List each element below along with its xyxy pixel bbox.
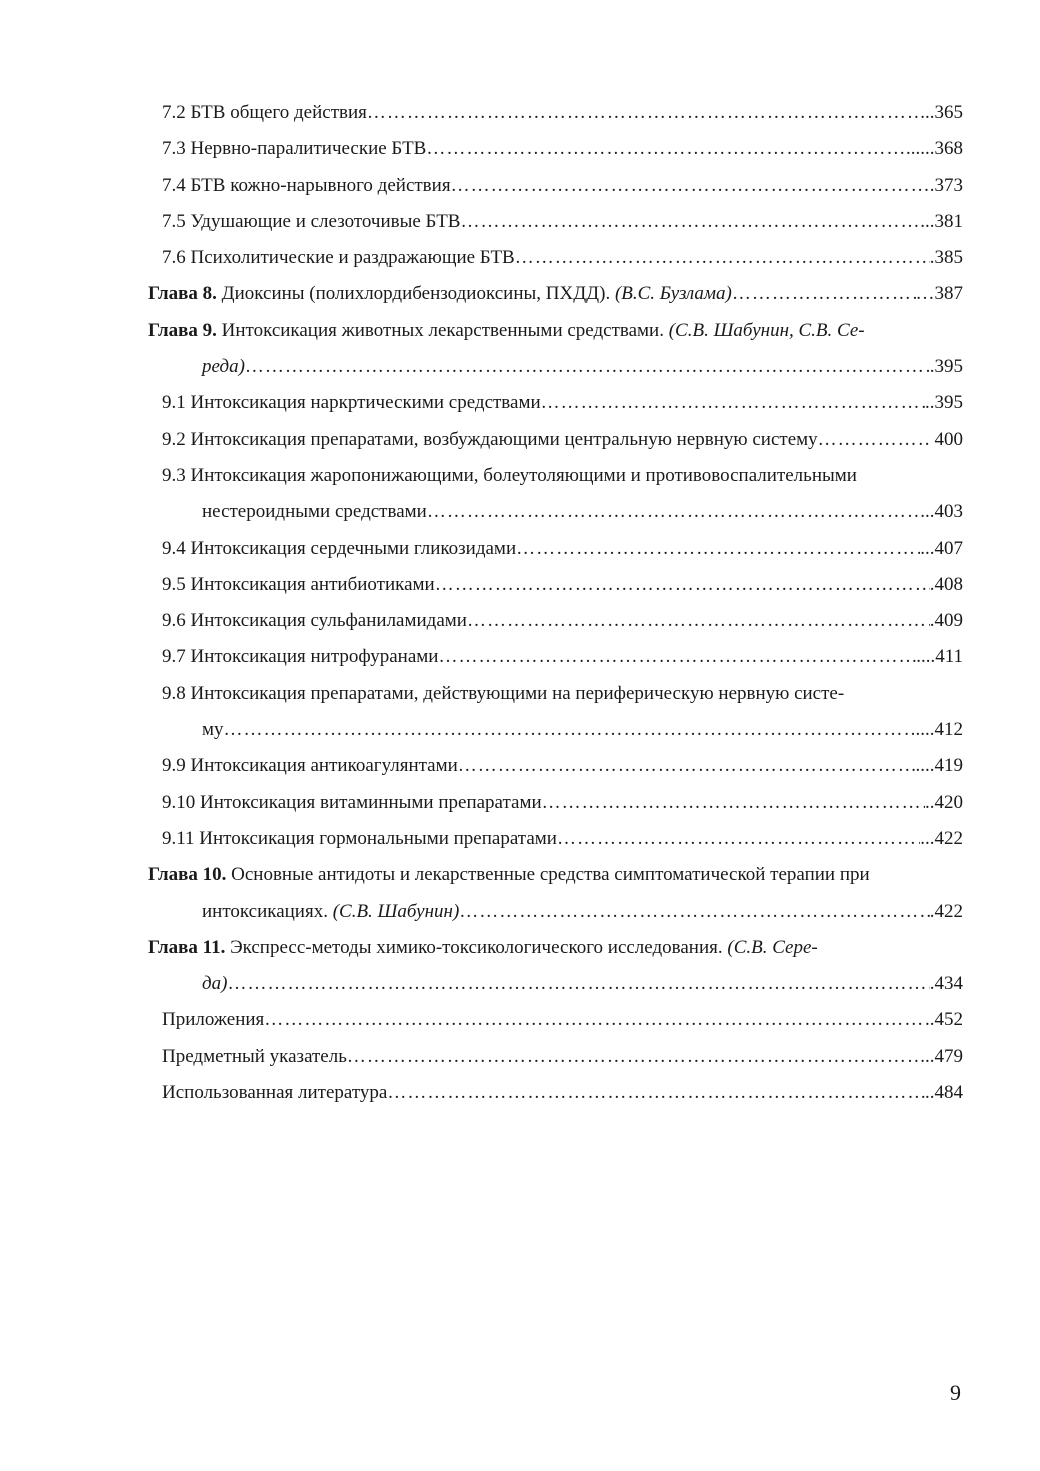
dot-leader <box>542 785 925 821</box>
toc-entry[interactable] <box>148 385 963 421</box>
dot-leader <box>387 1075 925 1111</box>
dot-leader <box>264 1002 929 1038</box>
toc-entry-title: 9.4 Интоксикация сердечными гликозидами <box>162 537 517 559</box>
toc-entry[interactable] <box>148 168 963 204</box>
toc-entry[interactable] <box>148 676 963 712</box>
toc-entry[interactable] <box>148 821 963 857</box>
dot-leader <box>347 1039 920 1075</box>
chapter-authors: (С.В. Шабунин, С.В. Се- <box>668 319 865 341</box>
toc-entry-title: Основные антидоты и лекарственные средства симптоматической терапии при <box>226 864 870 886</box>
toc-entry-page: ...381 <box>920 210 963 232</box>
toc-entry[interactable] <box>148 531 963 567</box>
toc-entry-title: Предметный указатель <box>162 1045 347 1067</box>
toc-entry-title: 7.4 БТВ кожно-нарывного действия <box>162 174 451 196</box>
toc-entry-page: ....419 <box>915 755 963 777</box>
toc-entry-page: ..420 <box>925 791 963 813</box>
dot-leader <box>467 603 930 639</box>
toc-entry-title: 9.10 Интоксикация витаминными препаратами <box>162 791 542 813</box>
toc-chapter-entry[interactable] <box>148 276 963 312</box>
toc-entry-title: 7.5 Удушающие и слезоточивые БТВ <box>162 210 461 232</box>
toc-chapter-entry[interactable] <box>148 313 963 349</box>
toc-chapter-entry[interactable] <box>148 930 963 966</box>
toc-entry-page: ...479 <box>920 1045 963 1067</box>
toc-entry[interactable] <box>148 458 963 494</box>
toc-entry[interactable] <box>148 1075 963 1111</box>
page-number: 9 <box>950 1380 961 1405</box>
chapter-label: Глава 9. <box>148 319 217 341</box>
dot-leader <box>367 95 920 131</box>
toc-entry-title: 9.6 Интоксикация сульфаниламидами <box>162 610 467 632</box>
toc-entry-page: ..484 <box>925 1082 963 1104</box>
toc-entry[interactable] <box>148 1039 963 1075</box>
toc-entry-page: .395 <box>929 356 963 378</box>
dot-leader <box>460 204 920 240</box>
toc-entry[interactable] <box>148 422 963 458</box>
toc-entry-page: ...422 <box>920 827 963 849</box>
toc-entry-title: 9.1 Интоксикация наркртическими средствами <box>162 392 541 414</box>
dot-leader <box>515 240 930 276</box>
dot-leader <box>818 422 930 458</box>
toc-entry-page: .409 <box>929 610 963 632</box>
dot-leader <box>227 966 929 1002</box>
toc-entry[interactable] <box>148 748 963 784</box>
toc-entry-title: 9.7 Интоксикация нитрофуранами <box>162 646 439 668</box>
chapter-authors: да) <box>202 973 228 995</box>
toc-entry-continuation[interactable] <box>148 894 963 930</box>
toc-entry-page: .408 <box>929 573 963 595</box>
chapter-authors: (В.С. Бузлама) <box>614 283 732 305</box>
toc-entry-page: …387 <box>915 283 963 305</box>
toc-chapter-entry[interactable] <box>148 857 963 893</box>
toc-entry-title: Использованная литература <box>162 1082 388 1104</box>
toc-entry-page: ....412 <box>915 719 963 741</box>
dot-leader <box>426 131 906 167</box>
dot-leader <box>451 168 930 204</box>
dot-leader <box>224 712 916 748</box>
toc-entry-continuation[interactable] <box>148 966 963 1002</box>
dot-leader <box>732 276 916 312</box>
toc-entry[interactable] <box>148 1002 963 1038</box>
toc-entry-title: нестероидными средствами <box>202 501 427 523</box>
toc-entry-title: Интоксикация животных лекарственными средствами. <box>216 319 669 341</box>
chapter-label: Глава 10. <box>148 864 227 886</box>
dot-leader <box>438 639 916 675</box>
toc-entry-page: .422 <box>929 900 963 922</box>
toc-entry[interactable] <box>148 204 963 240</box>
toc-entry[interactable] <box>148 240 963 276</box>
table-of-contents <box>148 95 963 1111</box>
toc-entry-title: 9.9 Интоксикация антикоагулянтами <box>162 755 458 777</box>
toc-entry-page: .452 <box>929 1009 963 1031</box>
toc-entry[interactable] <box>148 95 963 131</box>
toc-entry-continuation[interactable] <box>148 349 963 385</box>
toc-entry-title: Экспресс-методы химико-токсикологического исследования. <box>225 936 728 958</box>
toc-entry-title: 9.5 Интоксикация антибиотиками <box>162 573 435 595</box>
toc-entry-page: ....411 <box>916 646 963 668</box>
toc-entry[interactable] <box>148 639 963 675</box>
toc-entry[interactable] <box>148 603 963 639</box>
toc-entry-title: 7.2 БТВ общего действия <box>162 102 367 123</box>
toc-entry-page: ...407 <box>920 537 963 559</box>
chapter-authors: реда) <box>202 356 245 378</box>
toc-entry-page: ..395 <box>925 392 963 414</box>
toc-entry[interactable] <box>148 131 963 167</box>
toc-entry-title: 9.8 Интоксикация препаратами, действующими на периферическую нервную систе- <box>162 682 845 704</box>
dot-leader <box>427 494 920 530</box>
toc-entry-continuation[interactable] <box>148 494 963 530</box>
chapter-label: Глава 11. <box>148 936 226 958</box>
toc-entry-continuation[interactable] <box>148 712 963 748</box>
toc-entry-title: 7.3 Нервно-паралитические БТВ <box>162 138 427 160</box>
toc-entry-page: 400 <box>929 428 963 450</box>
dot-leader <box>459 894 929 930</box>
toc-entry-page: ......368 <box>906 138 963 160</box>
dot-leader <box>458 748 916 784</box>
dot-leader <box>516 531 920 567</box>
toc-entry-title: 9.2 Интоксикация препаратами, возбуждающими центральную нервную систему <box>162 428 818 450</box>
toc-entry-page: .385 <box>929 247 963 269</box>
toc-entry[interactable] <box>148 785 963 821</box>
toc-entry-page: ...403 <box>920 501 963 523</box>
dot-leader <box>435 567 930 603</box>
toc-entry-title: 9.11 Интоксикация гормональными препаратами <box>162 827 557 849</box>
toc-entry-page: ...365 <box>920 102 963 123</box>
toc-entry-title: му <box>202 719 224 741</box>
dot-leader <box>245 349 930 385</box>
toc-entry-title: 9.3 Интоксикация жаропонижающими, болеутоляющими и противовоспалительными <box>162 464 857 486</box>
chapter-authors: (С.В. Сере- <box>727 936 818 958</box>
toc-entry-title: 7.6 Психолитические и раздражающие БТВ <box>162 247 515 269</box>
toc-entry-title: интоксикациях. <box>202 900 333 922</box>
dot-leader <box>541 385 925 421</box>
toc-entry-title: Диоксины (полихлордибензодиоксины, ПХДД). <box>216 283 615 305</box>
toc-entry-title: Приложения <box>162 1009 265 1031</box>
chapter-label: Глава 8. <box>148 283 217 305</box>
dot-leader <box>557 821 920 857</box>
toc-entry-page: .373 <box>929 174 963 196</box>
toc-entry-page: .434 <box>929 973 963 995</box>
chapter-authors: (С.В. Шабунин) <box>332 900 460 922</box>
toc-entry[interactable] <box>148 567 963 603</box>
